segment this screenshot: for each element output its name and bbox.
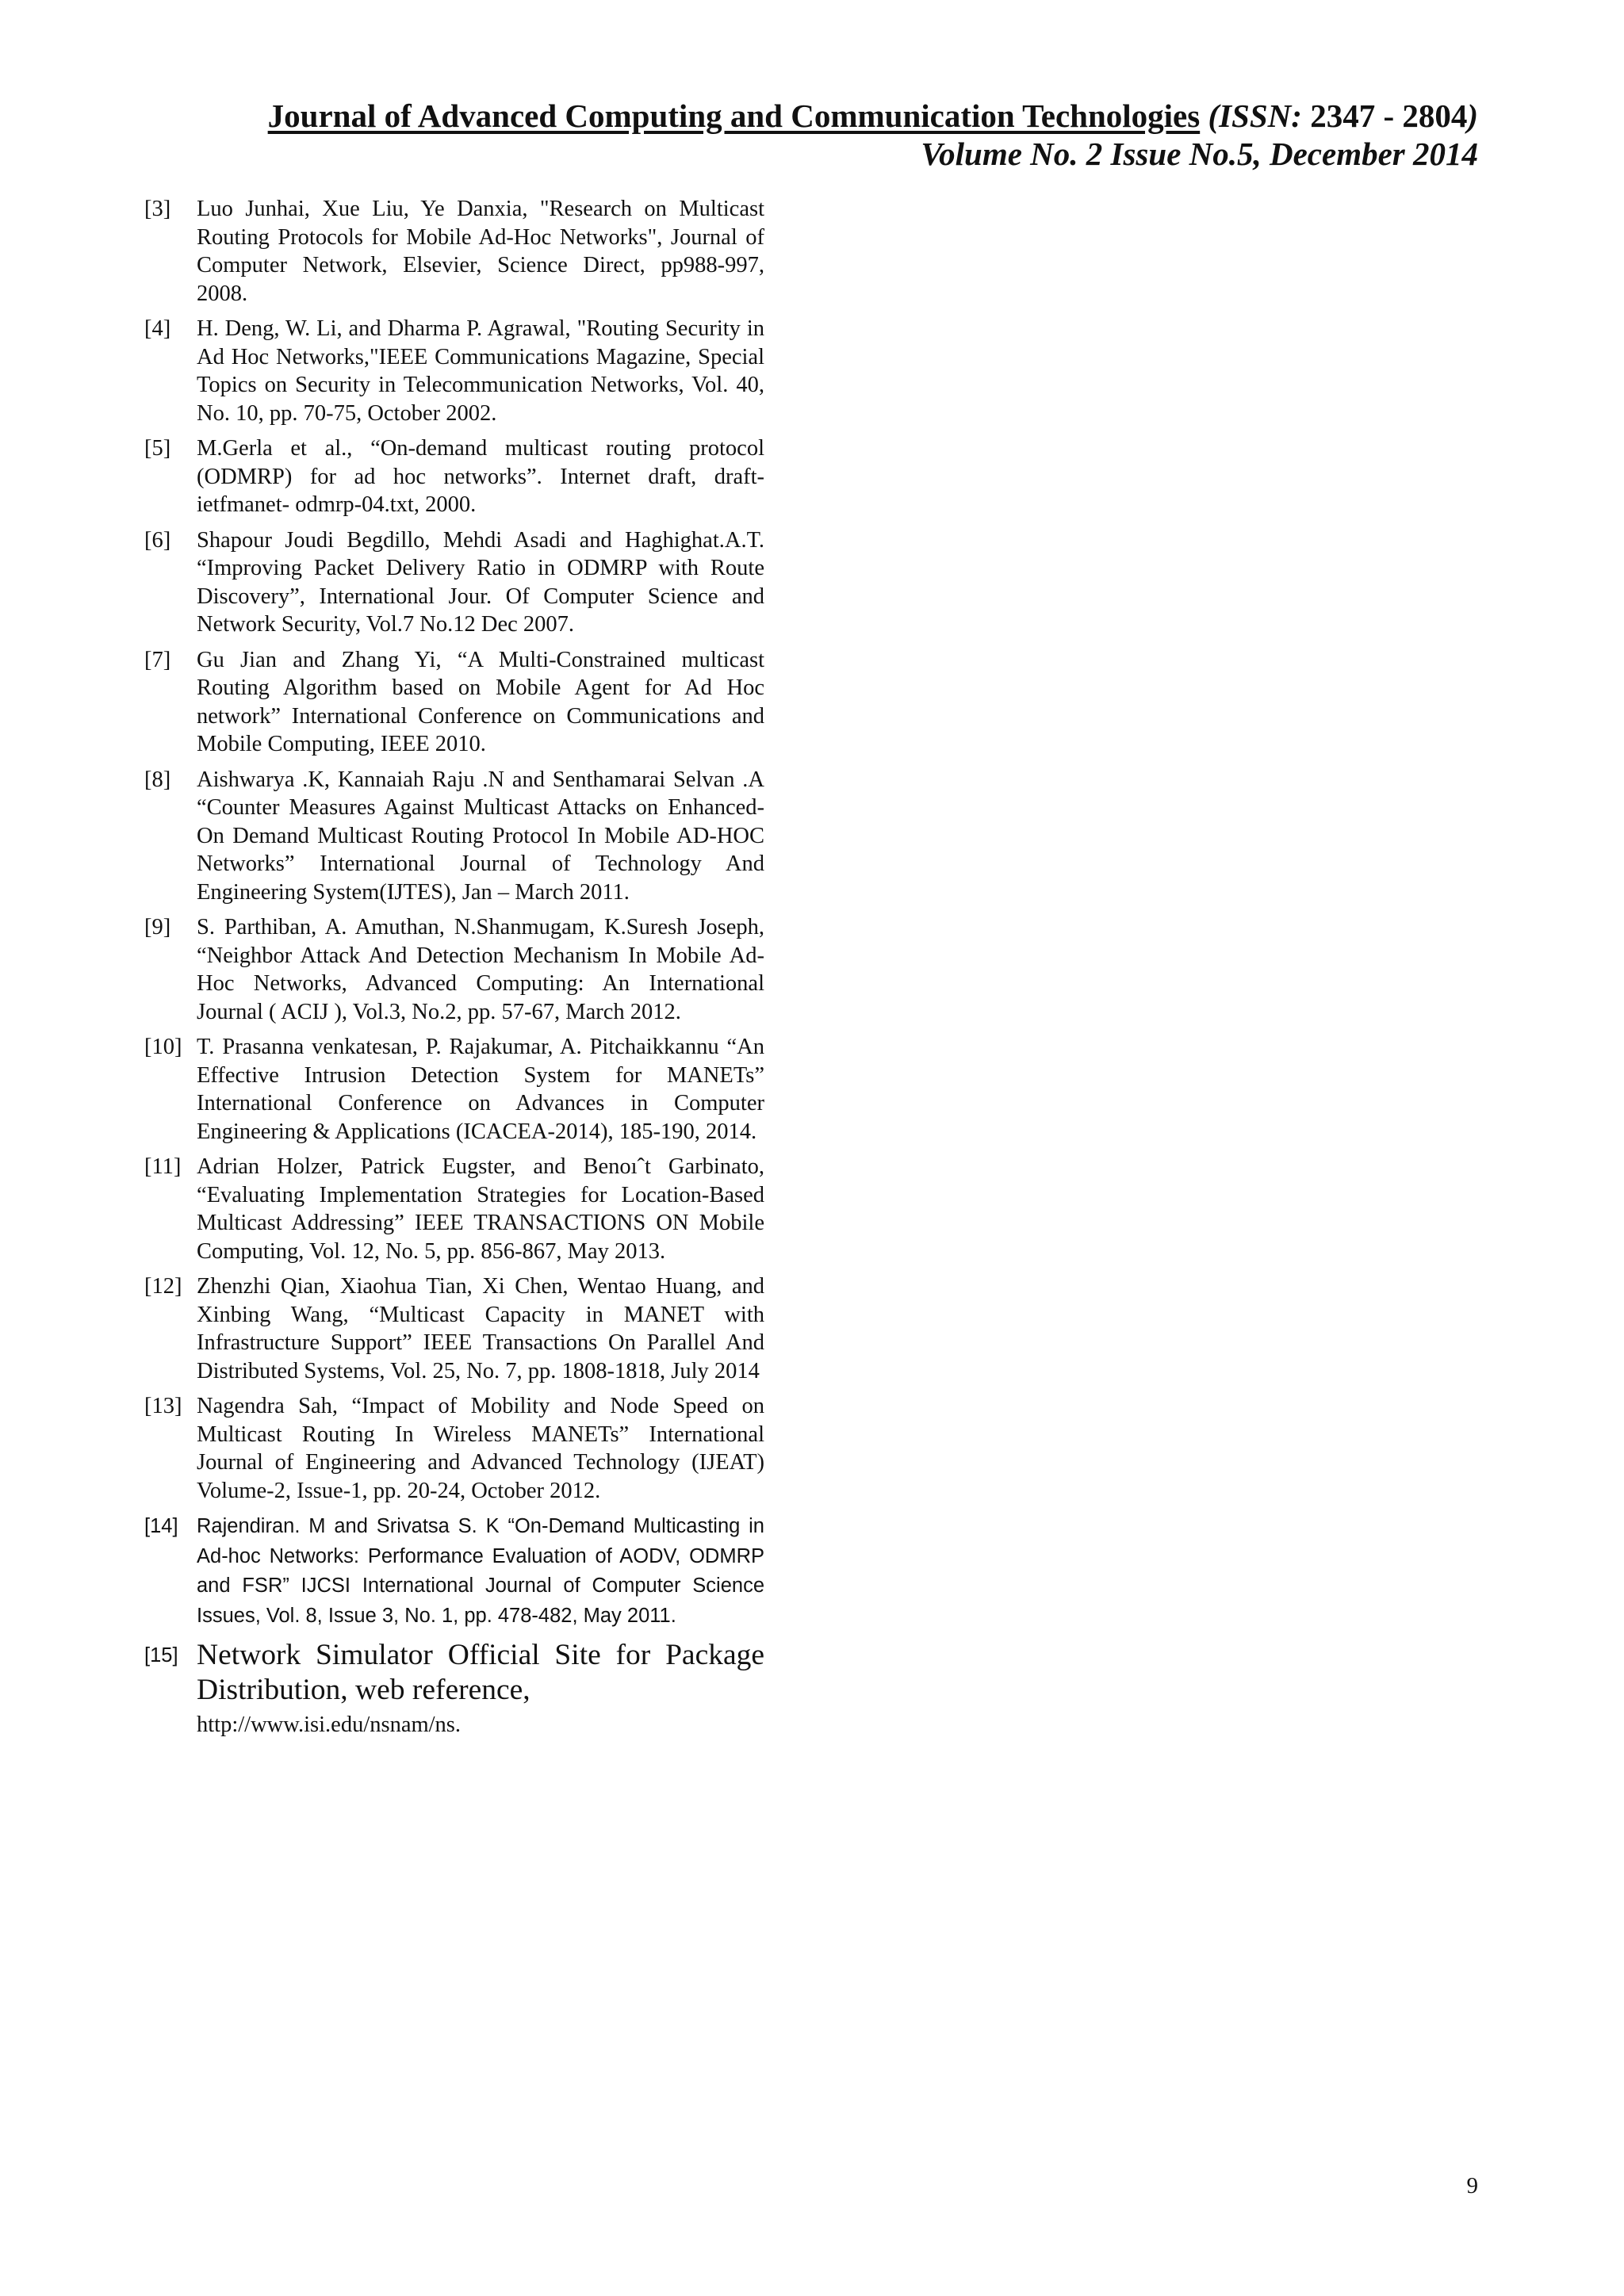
reference-item	[144, 766, 764, 907]
reference-text: Aishwarya .K, Kannaiah Raju .N and Senthamarai Selvan .A “Counter Measures Against Multicast Attacks on Enhanced-On Demand Multicast Routing Protocol In Mobile AD-HOC Networks” International Journal of Technology And Engineering System(IJTES), Jan – March 2011.	[197, 767, 764, 905]
reference-number: [10]	[144, 1035, 182, 1059]
reference-text: Nagendra Sah, “Impact of Mobility and Node Speed on Multicast Routing In Wireless MANETs” International Journal of Engineering and Advanced Technology (IJEAT) Volume-2, Issue-1, pp. 20-24, October 2012.	[197, 1394, 764, 1503]
reference-number: [11]	[144, 1154, 182, 1179]
reference-item	[144, 1392, 764, 1505]
reference-list	[144, 195, 764, 1750]
reference-number: [15]	[144, 1644, 178, 1667]
reference-text	[197, 1638, 764, 1743]
issn-label	[1208, 98, 1478, 134]
reference-number: [3]	[144, 197, 171, 221]
reference-number: [14]	[144, 1515, 178, 1537]
reference-item	[144, 1638, 764, 1743]
reference-item	[144, 1272, 764, 1385]
reference-number: [5]	[144, 436, 171, 461]
reference-url[interactable]: http://www.isi.edu/nsnam/ns.	[197, 1712, 462, 1737]
reference-text: Gu Jian and Zhang Yi, “A Multi-Constrained multicast Routing Algorithm based on Mobile Agent for Ad Hoc network” International Conference on Communications and Mobile Computing, IEEE 2010.	[197, 647, 764, 756]
header-line-1	[114, 97, 1478, 135]
reference-number: [8]	[144, 767, 171, 792]
journal-title: Journal of Advanced Computing and Communication Technologies	[267, 98, 1201, 134]
reference-text: Luo Junhai, Xue Liu, Ye Danxia, "Research on Multicast Routing Protocols for Mobile Ad-Hoc Networks", Journal of Computer Network, Elsevier, Science Direct, pp988-997, 2008.	[197, 197, 764, 306]
reference-text: S. Parthiban, A. Amuthan, N.Shanmugam, K.Suresh Joseph, “Neighbor Attack And Detection Mechanism In Mobile Ad-Hoc Networks, Advanced Computing: An International Journal ( ACIJ ), Vol.3, No.2, pp. 57-67, March 2012.	[197, 915, 764, 1024]
reference-item	[144, 315, 764, 427]
reference-item	[144, 1153, 764, 1265]
reference-text: H. Deng, W. Li, and Dharma P. Agrawal, "Routing Security in Ad Hoc Networks,"IEEE Communications Magazine, Special Topics on Security in Telecommunication Networks, Vol. 40, No. 10, pp. 70-75, October 2002.	[197, 316, 764, 426]
issn-close: )	[1467, 98, 1478, 134]
reference-item	[144, 434, 764, 519]
reference-item	[144, 195, 764, 308]
issn-prefix: (ISSN:	[1208, 98, 1302, 134]
reference-text: Adrian Holzer, Patrick Eugster, and Benoıˆt Garbinato, “Evaluating Implementation Strategies for Location-Based Multicast Addressing” IEEE TRANSACTIONS ON Mobile Computing, Vol. 12, No. 5, pp. 856-867, May 2013.	[197, 1154, 764, 1264]
reference-item	[144, 913, 764, 1026]
volume-issue: Volume No. 2 Issue No.5, December 2014	[921, 136, 1478, 172]
reference-item	[144, 526, 764, 639]
reference-number: [9]	[144, 915, 171, 939]
page-header	[114, 97, 1478, 173]
reference-text: Shapour Joudi Begdillo, Mehdi Asadi and Haghighat.A.T. “Improving Packet Delivery Ratio in ODMRP with Route Discovery”, International Jour. Of Computer Science and Network Security, Vol.7 No.12 Dec 2007.	[197, 527, 764, 637]
reference-text-body: Network Simulator Official Site for Package Distribution, web reference,	[197, 1639, 764, 1706]
reference-number: [4]	[144, 316, 171, 341]
reference-item	[144, 1512, 764, 1631]
reference-text: Zhenzhi Qian, Xiaohua Tian, Xi Chen, Wentao Huang, and Xinbing Wang, “Multicast Capacity in MANET with Infrastructure Support” IEEE Transactions On Parallel And Distributed Systems, Vol. 25, No. 7, pp. 1808-1818, July 2014	[197, 1274, 764, 1383]
reference-text: T. Prasanna venkatesan, P. Rajakumar, A. Pitchaikkannu “An Effective Intrusion Detection System for MANETs” International Conference on Advances in Computer Engineering & Applications (ICACEA-2014), 185-190, 2014.	[197, 1035, 764, 1144]
issn-number: 2347 - 2804	[1301, 98, 1468, 134]
reference-number: [7]	[144, 647, 171, 672]
reference-text: M.Gerla et al., “On-demand multicast routing protocol (ODMRP) for ad hoc networks”. Internet draft, draft-ietfmanet- odmrp-04.txt, 2000.	[197, 436, 764, 517]
reference-number: [13]	[144, 1394, 182, 1418]
reference-item	[144, 646, 764, 759]
reference-text: Rajendiran. M and Srivatsa S. K “On-Demand Multicasting in Ad-hoc Networks: Performance Evaluation of AODV, ODMRP and FSR” IJCSI International Journal of Computer Science Issues, Vol. 8, Issue 3, No. 1, pp. 478-482, May 2011.	[197, 1515, 764, 1627]
reference-item	[144, 1033, 764, 1146]
page-number: 9	[1466, 2173, 1478, 2198]
reference-number: [12]	[144, 1274, 182, 1299]
reference-number: [6]	[144, 527, 171, 553]
